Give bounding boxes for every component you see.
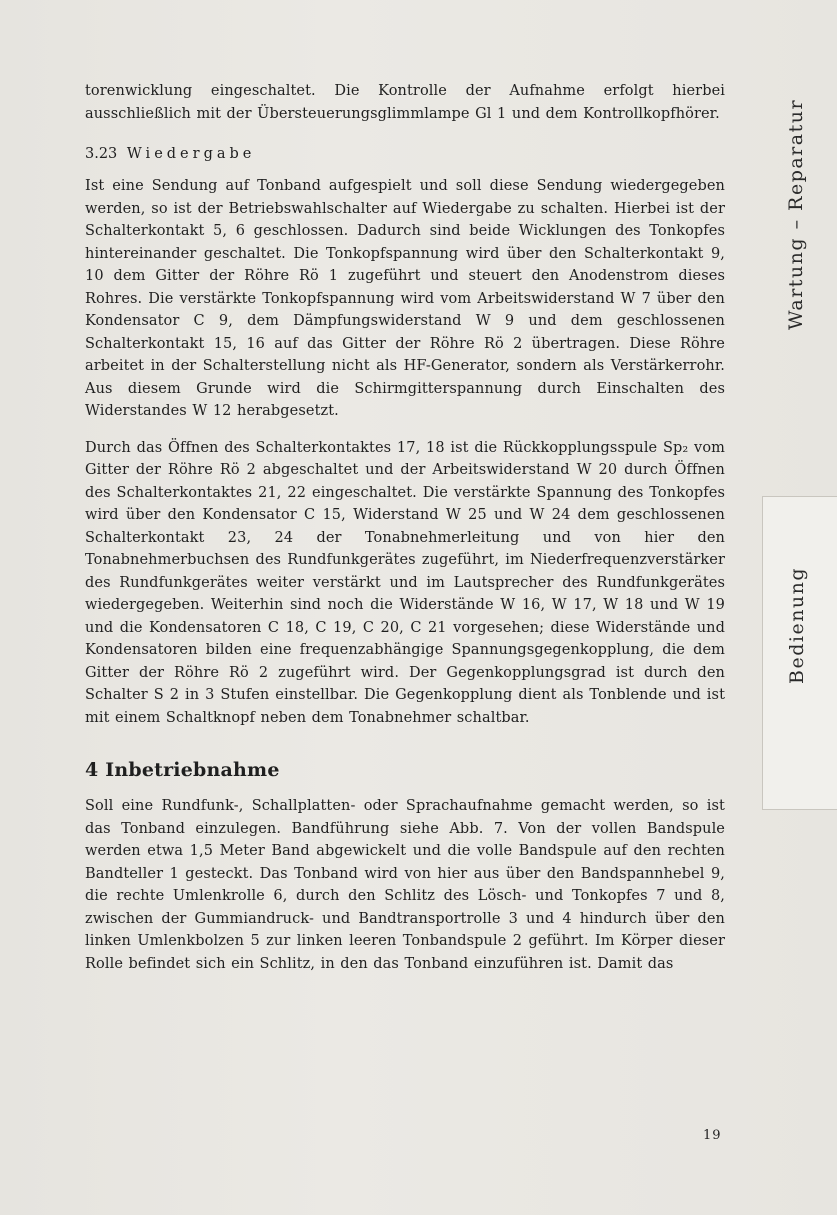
paragraph-playback-2: Durch das Öffnen des Schalterkontaktes 17, 18 ist die Rückkopplungsspule Sp₂ vom Gitter der Röhre Rö 2 abgeschaltet und der Arbeitswiderstand W 20 durch Öffnen des Schalterkontaktes 21, 22 eingeschaltet. Die verstärkte Spannung des Tonkopfes wird über den Kondensator C 15, Widerstand W 25 und W 24 dem geschlossenen Schalterkontakt 23, 24 der Tonabnehmerleitung und von hier den Tonabnehmerbuchsen des Rundfunkgerätes zugeführt, im Niederfrequenzverstärker des Rundfunkgerätes weiter verstärkt und im Lautsprecher des Rundfunkgerätes wiedergegeben. Weiterhin sind noch die Widerstände W 16, W 17, W 18 und W 19 und die Kondensatoren C 18, C 19, C 20, C 21 vorgesehen; diese Widerstände und Kondensatoren bilden eine frequenzabhängige Spannungsgegenkopplung, die dem Gitter der Röhre Rö 2 zugeführt wird. Der Gegenkopplungsgrad ist durch den Schalter S 2 in 3 Stufen einstellbar. Die Gegenkopplung dient als Tonblende und ist mit einem Schaltknopf neben dem Tonabnehmer schaltbar.	[85, 439, 725, 726]
main-text	[85, 80, 725, 975]
subsection-number: 3.23	[85, 146, 118, 162]
intro-paragraph: torenwicklung eingeschaltet. Die Kontrolle der Aufnahme erfolgt hierbei ausschließlich mit der Übersteuerungsglimmlampe Gl 1 und dem Kontrollkopfhörer.	[85, 83, 725, 122]
paragraph-setup: Soll eine Rundfunk-, Schallplatten- oder Sprachaufnahme gemacht werden, so ist das Tonband einzulegen. Bandführung siehe Abb. 7. Von der vollen Bandspule werden etwa 1,5 Meter Band abgewickelt und die volle Bandspule auf den rechten Bandteller 1 gesteckt. Das Tonband wird von hier aus über den Bandspannhebel 9, die rechte Umlenkrolle 6, durch den Schlitz des Lösch- und Tonkopfes 7 und 8, zwischen der Gummiandruck- und Bandtransportrolle 3 und 4 hindurch über den linken Umlenkbolzen 5 zur linken leeren Tonbandspule 2 geführt. Im Körper dieser Rolle befindet sich ein Schlitz, in den das Tonband einzuführen ist. Damit das	[85, 798, 725, 972]
subsection-heading	[85, 143, 725, 165]
paragraph-playback-1: Ist eine Sendung auf Tonband aufgespielt und soll diese Sendung wiedergegeben werden, so ist der Betriebswahlschalter auf Wiedergabe zu schalten. Hierbei ist der Schalterkontakt 5, 6 geschlossen. Dadurch sind beide Wicklungen des Tonkopfes hintereinander geschaltet. Die Tonkopfspannung wird über den Schalterkontakt 9, 10 dem Gitter der Röhre Rö 1 zugeführt und steuert den Anodenstrom dieses Rohres. Die verstärkte Tonkopfspannung wird vom Arbeitswiderstand W 7 über den Kondensator C 9, dem Dämpfungswiderstand W 9 und dem geschlossenen Schalterkontakt 15, 16 auf das Gitter der Röhre Rö 2 übertragen. Diese Röhre arbeitet in der Schalterstellung nicht als HF-Generator, sondern als Verstärkerrohr. Aus diesem Grunde wird die Schirmgitterspannung durch Einschalten des Widerstandes W 12 herabgesetzt.	[85, 178, 725, 419]
side-tab-label-operation: Bedienung	[786, 566, 808, 684]
subsection-title: Wiedergabe	[126, 146, 256, 162]
page-number: 19	[703, 1128, 722, 1143]
section-heading: 4 Inbetriebnahme	[85, 759, 280, 781]
side-tab-label-maintenance: Wartung – Reparatur	[785, 98, 807, 330]
